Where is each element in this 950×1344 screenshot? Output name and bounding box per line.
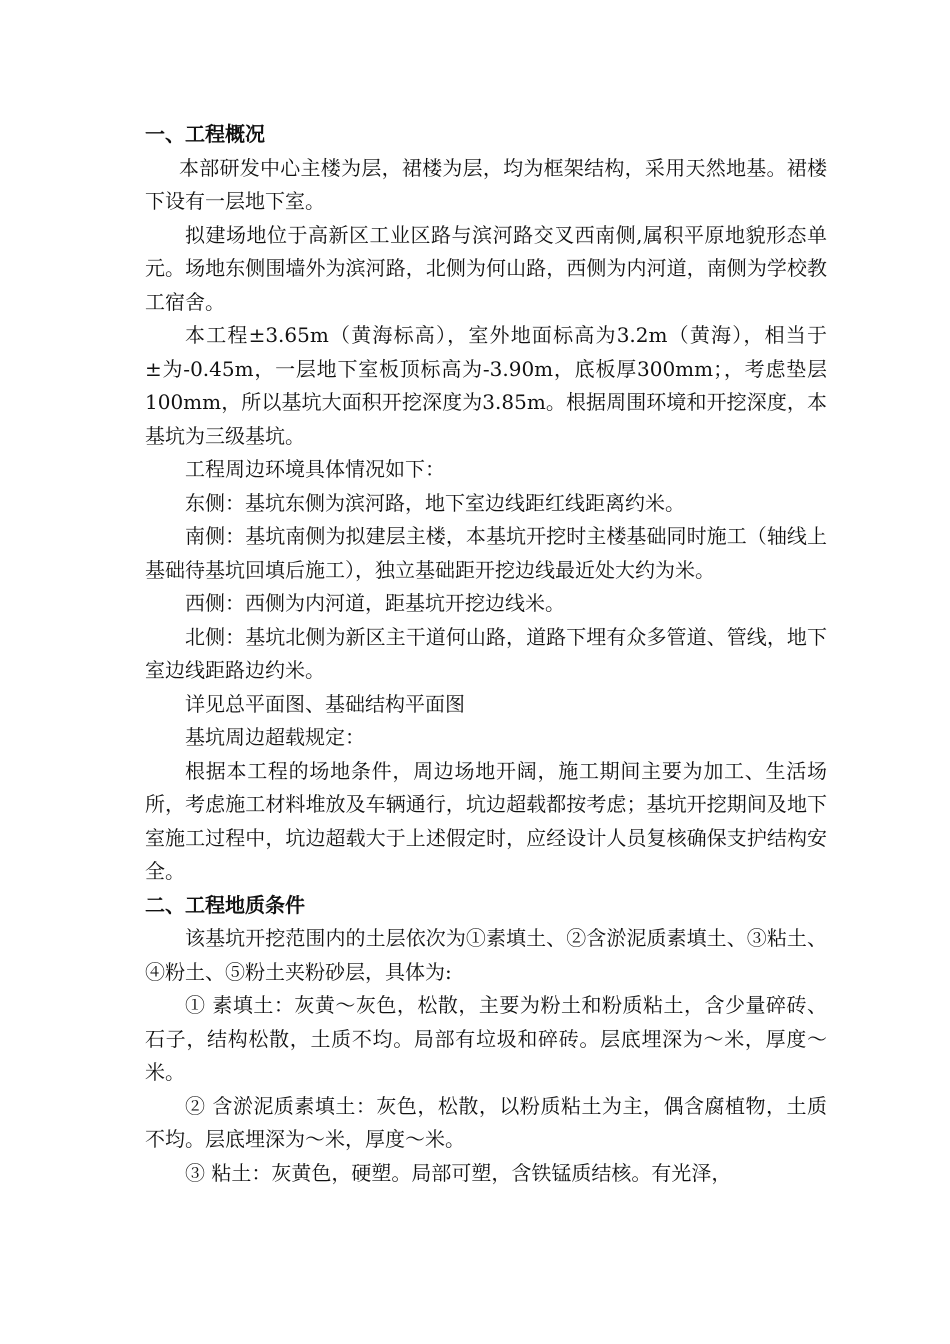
section-heading-geology: 二、工程地质条件	[145, 892, 305, 917]
paragraph: 南侧：基坑南侧为拟建层主楼，本基坑开挖时主楼基础同时施工（轴线上基础待基坑回填后施工），独立基础距开挖边线最近处大约为米。	[145, 524, 827, 582]
paragraph: 西侧：西侧为内河道，距基坑开挖边线米。	[185, 591, 565, 615]
document-page	[145, 118, 827, 1190]
paragraph: ③ 粘土：灰黄色，硬塑。局部可塑，含铁锰质结核。有光泽，	[185, 1160, 732, 1185]
paragraph: 根据本工程的场地条件，周边场地开阔，施工期间主要为加工、生活场所，考虑施工材料堆放及车辆通行，坑边超载都按考虑；基坑开挖期间及地下室施工过程中，坑边超载大于上述假定时，应经设计人员复核确保支护结构安全。	[145, 758, 827, 883]
paragraph: ① 素填土：灰黄～灰色，松散，主要为粉土和粉质粘土，含少量碎砖、石子，结构松散，土质不均。局部有垃圾和碎砖。层底埋深为～米，厚度～米。	[145, 993, 827, 1084]
paragraph: 基坑周边超载规定：	[185, 725, 365, 749]
paragraph: 详见总平面图、基础结构平面图	[185, 691, 465, 716]
paragraph: 东侧：基坑东侧为滨河路，地下室边线距红线距离约米。	[185, 490, 685, 515]
section-heading-overview: 一、工程概况	[145, 122, 265, 146]
paragraph: 本部研发中心主楼为层，裙楼为层，均为框架结构，采用天然地基。裙楼下设有一层地下室。	[145, 155, 827, 213]
paragraph: 本工程±3.65m（黄海标高），室外地面标高为3.2m（黄海），相当于±为-0.45m，一层地下室板顶标高为-3.90m，底板厚300mm；，考虑垫层100mm，所以基坑大面积开挖深度为3.85m。根据周围环境和开挖深度，本基坑为三级基坑。	[145, 323, 827, 448]
paragraph: 工程周边环境具体情况如下：	[185, 457, 445, 481]
paragraph: 该基坑开挖范围内的土层依次为①素填土、②含淤泥质素填土、③粘土、④粉土、⑤粉土夹粉砂层，具体为:	[145, 926, 827, 984]
paragraph: 拟建场地位于高新区工业区路与滨河路交叉西南侧,属积平原地貌形态单元。场地东侧围墙外为滨河路，北侧为何山路，西侧为内河道，南侧为学校教工宿舍。	[145, 222, 827, 314]
paragraph: 北侧：基坑北侧为新区主干道何山路，道路下埋有众多管道、管线，地下室边线距路边约米。	[145, 624, 827, 682]
paragraph: ② 含淤泥质素填土：灰色，松散，以粉质粘土为主，偶含腐植物，土质不均。层底埋深为～米，厚度～米。	[145, 1093, 827, 1151]
